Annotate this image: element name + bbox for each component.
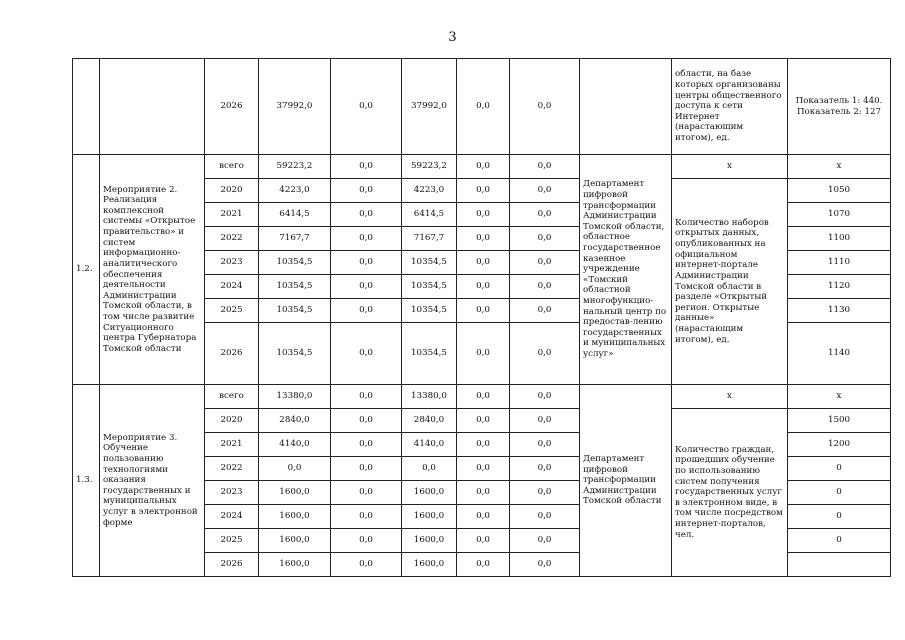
value-cell: 2840,0 <box>259 409 331 433</box>
value-cell: 0,0 <box>457 275 510 299</box>
year-cell: 2022 <box>205 227 259 251</box>
value-cell: 10354,5 <box>402 275 457 299</box>
value-cell: 0,0 <box>331 299 402 323</box>
value-cell: 0,0 <box>510 251 580 275</box>
value-cell: 37992,0 <box>259 59 331 155</box>
value-cell: 0,0 <box>457 481 510 505</box>
indicator-value-cell <box>788 553 891 577</box>
value-cell: 4223,0 <box>259 179 331 203</box>
value-cell: 10354,5 <box>402 251 457 275</box>
indicator-value-cell: x <box>788 385 891 409</box>
value-cell: 0,0 <box>510 323 580 385</box>
value-cell: 0,0 <box>331 323 402 385</box>
indicator-value-cell: 0 <box>788 505 891 529</box>
value-cell: 1600,0 <box>259 529 331 553</box>
number-cell <box>73 59 100 155</box>
value-cell: 0,0 <box>457 179 510 203</box>
value-cell: 0,0 <box>510 529 580 553</box>
value-cell: 4223,0 <box>402 179 457 203</box>
value-cell: 1600,0 <box>259 481 331 505</box>
value-cell: 6414,5 <box>259 203 331 227</box>
value-cell: 0,0 <box>457 433 510 457</box>
year-cell: 2020 <box>205 409 259 433</box>
year-cell: 2025 <box>205 299 259 323</box>
value-cell: 0,0 <box>331 251 402 275</box>
value-cell: 0,0 <box>331 385 402 409</box>
value-cell: 0,0 <box>510 553 580 577</box>
indicator-value-cell: 1100 <box>788 227 891 251</box>
indicator-value-cell: 1070 <box>788 203 891 227</box>
value-cell: 37992,0 <box>402 59 457 155</box>
program-measures-table <box>72 58 891 577</box>
value-cell: 10354,5 <box>259 323 331 385</box>
value-cell: 0,0 <box>457 299 510 323</box>
measure-name-cell <box>100 59 205 155</box>
value-cell: 0,0 <box>331 155 402 179</box>
value-cell: 6414,5 <box>402 203 457 227</box>
value-cell: 13380,0 <box>402 385 457 409</box>
value-cell: 0,0 <box>510 275 580 299</box>
value-cell: 10354,5 <box>259 251 331 275</box>
value-cell: 0,0 <box>457 505 510 529</box>
value-cell: 4140,0 <box>402 433 457 457</box>
value-cell: 0,0 <box>331 275 402 299</box>
value-cell: 0,0 <box>331 179 402 203</box>
year-cell: 2021 <box>205 203 259 227</box>
value-cell: 0,0 <box>457 457 510 481</box>
year-cell: 2021 <box>205 433 259 457</box>
indicator-text-cell: Количество граждан, прошедших обучение по использованию систем получения государственных услуг в электронном виде, в том числе посредством интернет-порталов, чел. <box>672 409 788 577</box>
value-cell: 1600,0 <box>402 481 457 505</box>
table-row <box>73 155 891 179</box>
value-cell: 10354,5 <box>402 323 457 385</box>
value-cell: 4140,0 <box>259 433 331 457</box>
value-cell: 0,0 <box>331 553 402 577</box>
value-cell: 0,0 <box>457 59 510 155</box>
year-cell: 2025 <box>205 529 259 553</box>
indicator-value-cell: 1140 <box>788 323 891 385</box>
indicator-value-cell: 0 <box>788 529 891 553</box>
value-cell: 0,0 <box>510 481 580 505</box>
value-cell: 59223,2 <box>259 155 331 179</box>
indicator-value-cell: 1050 <box>788 179 891 203</box>
indicator-value-cell: 0 <box>788 457 891 481</box>
executor-cell <box>580 59 672 155</box>
value-cell: 2840,0 <box>402 409 457 433</box>
indicator-value-cell: 0 <box>788 481 891 505</box>
indicator-text-cell: области, на базе которых организованы центры общественного доступа к сети Интернет (нарастающим итогом), ед. <box>672 59 788 155</box>
indicator-value-cell: 1110 <box>788 251 891 275</box>
indicator-x-cell: x <box>672 155 788 179</box>
value-cell: 1600,0 <box>402 505 457 529</box>
table-row <box>73 59 891 155</box>
value-cell: 0,0 <box>331 457 402 481</box>
indicator-value-cell: 1120 <box>788 275 891 299</box>
value-cell: 13380,0 <box>259 385 331 409</box>
year-cell: 2023 <box>205 481 259 505</box>
measure-number: 1.2. <box>73 155 100 385</box>
value-cell: 0,0 <box>457 227 510 251</box>
value-cell: 0,0 <box>510 457 580 481</box>
value-cell: 0,0 <box>510 179 580 203</box>
value-cell: 0,0 <box>510 203 580 227</box>
year-cell: 2026 <box>205 323 259 385</box>
value-cell: 59223,2 <box>402 155 457 179</box>
indicator-value-cell: Показатель 1: 440. Показатель 2: 127 <box>788 59 891 155</box>
value-cell: 0,0 <box>510 59 580 155</box>
table-row <box>73 385 891 409</box>
executor-cell: Департамент цифровой трансформации Администрации Томской области, областное государственное казенное учреждение «Томский областной многофункцио-нальный центр по предостав-лению государственных и муниципальных услуг» <box>580 155 672 385</box>
value-cell: 1600,0 <box>259 553 331 577</box>
value-cell: 0,0 <box>331 203 402 227</box>
value-cell: 0,0 <box>510 385 580 409</box>
value-cell: 0,0 <box>457 155 510 179</box>
indicator-value-cell: 1500 <box>788 409 891 433</box>
value-cell: 7167,7 <box>259 227 331 251</box>
year-cell: 2023 <box>205 251 259 275</box>
value-cell: 0,0 <box>259 457 331 481</box>
value-cell: 10354,5 <box>259 299 331 323</box>
value-cell: 0,0 <box>331 481 402 505</box>
value-cell: 0,0 <box>510 299 580 323</box>
year-cell: 2026 <box>205 59 259 155</box>
value-cell: 0,0 <box>457 529 510 553</box>
measure-name: Мероприятие 2. Реализация комплексной системы «Открытое правительство» и систем информационно-аналитического обеспечения деятельности Администрации Томской области, в том числе развитие Ситуационного центра Губернатора Томской области <box>100 155 205 385</box>
indicator-value-cell: x <box>788 155 891 179</box>
year-cell: 2024 <box>205 275 259 299</box>
value-cell: 0,0 <box>457 385 510 409</box>
measure-number: 1.3. <box>73 385 100 577</box>
value-cell: 0,0 <box>510 227 580 251</box>
value-cell: 0,0 <box>510 409 580 433</box>
value-cell: 10354,5 <box>259 275 331 299</box>
value-cell: 0,0 <box>331 505 402 529</box>
executor-cell: Департамент цифровой трансформации Администрации Томской области <box>580 385 672 577</box>
value-cell: 0,0 <box>457 323 510 385</box>
year-cell: 2022 <box>205 457 259 481</box>
value-cell: 0,0 <box>457 553 510 577</box>
value-cell: 0,0 <box>510 433 580 457</box>
value-cell: 0,0 <box>331 409 402 433</box>
value-cell: 0,0 <box>331 529 402 553</box>
indicator-x-cell: x <box>672 385 788 409</box>
measure-name: Мероприятие 3. Обучение пользованию технологиями оказания государственных и муниципальных услуг в электронной форме <box>100 385 205 577</box>
value-cell: 1600,0 <box>402 553 457 577</box>
value-cell: 1600,0 <box>402 529 457 553</box>
value-cell: 10354,5 <box>402 299 457 323</box>
page-number: 3 <box>448 30 457 45</box>
indicator-text-cell: Количество наборов открытых данных, опубликованных на официальном интернет-портале Администрации Томской области в разделе «Открытый регион. Открытые данные» (нарастающим итогом), ед. <box>672 179 788 385</box>
value-cell: 0,0 <box>331 433 402 457</box>
value-cell: 0,0 <box>510 155 580 179</box>
value-cell: 0,0 <box>510 505 580 529</box>
value-cell: 0,0 <box>331 59 402 155</box>
year-cell: всего <box>205 155 259 179</box>
year-cell: всего <box>205 385 259 409</box>
indicator-value-cell: 1200 <box>788 433 891 457</box>
year-cell: 2026 <box>205 553 259 577</box>
indicator-value-cell: 1130 <box>788 299 891 323</box>
value-cell: 0,0 <box>331 227 402 251</box>
value-cell: 0,0 <box>402 457 457 481</box>
value-cell: 7167,7 <box>402 227 457 251</box>
value-cell: 0,0 <box>457 251 510 275</box>
value-cell: 0,0 <box>457 203 510 227</box>
value-cell: 1600,0 <box>259 505 331 529</box>
value-cell: 0,0 <box>457 409 510 433</box>
year-cell: 2024 <box>205 505 259 529</box>
year-cell: 2020 <box>205 179 259 203</box>
